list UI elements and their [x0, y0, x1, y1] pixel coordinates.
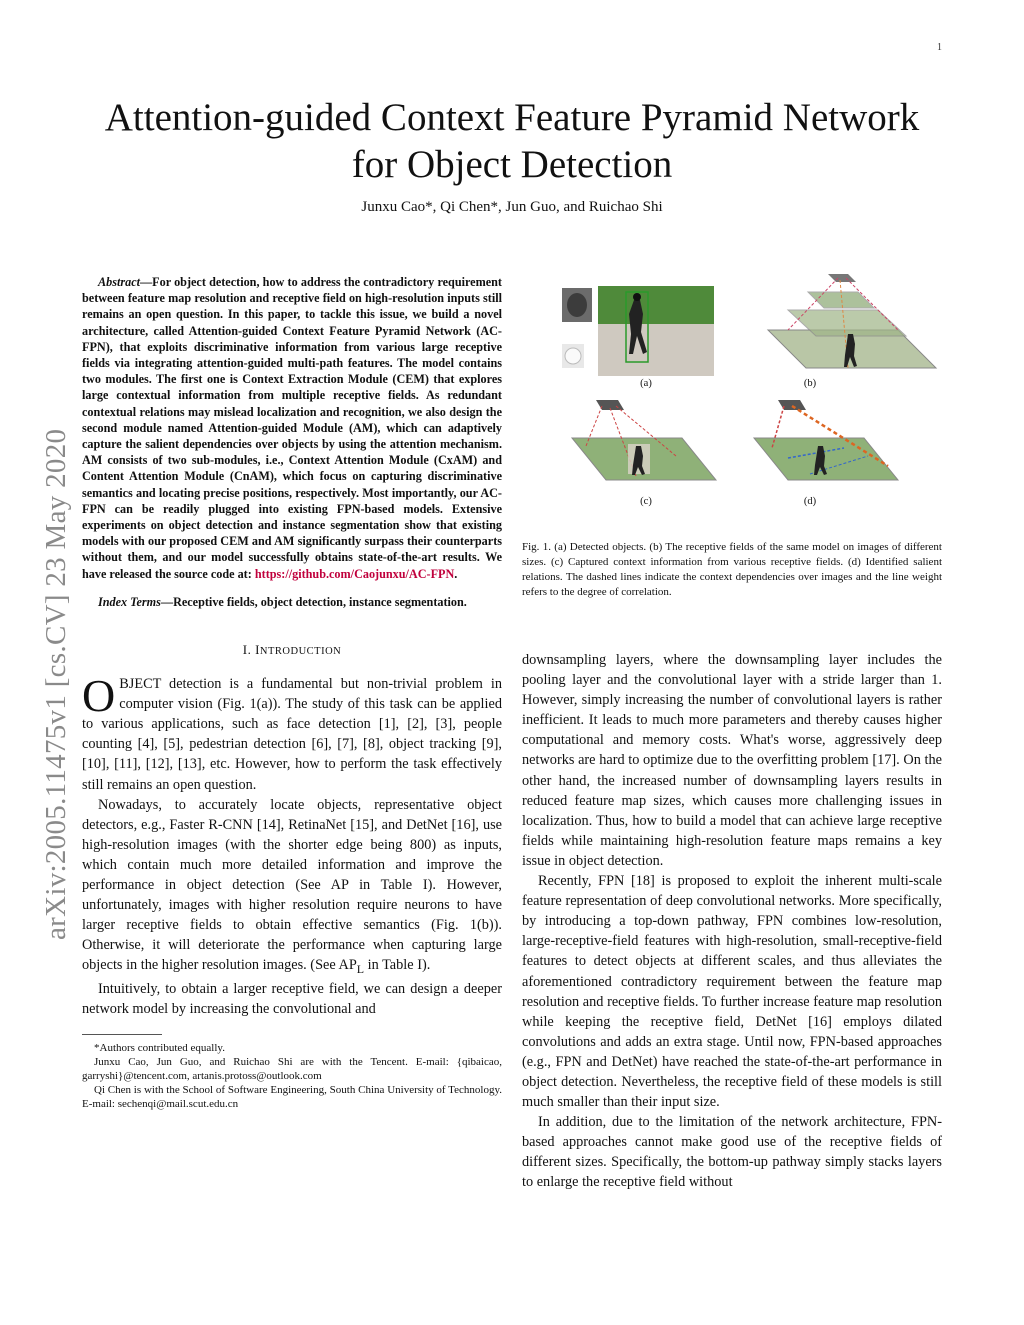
abstract-end: . [454, 566, 458, 581]
figure-panel-c [566, 396, 726, 494]
footnote-affiliation-scut: Qi Chen is with the School of Software Engineering, South China University of Technology. E-mail: sechenqi@mail.scut.edu.cn [82, 1084, 502, 1111]
feature-plane-top [828, 274, 856, 282]
footnotes [82, 1041, 502, 1112]
figure-panel-d [748, 396, 940, 494]
ap-subscript: L [356, 962, 365, 977]
index-terms-label: Index Terms [98, 594, 161, 609]
author-list: Junxu Cao*, Qi Chen*, Jun Guo, and Ruichao Shi [361, 199, 663, 215]
intro-paragraph-1 [82, 670, 502, 795]
source-code-link[interactable]: https://github.com/Caojunxu/AC-FPN [254, 566, 455, 581]
footnote-affiliation-tencent: Junxu Cao, Jun Guo, and Ruichao Shi are with the Tencent. E-mail: {qibaicao, garryshi}@tencent.com, artanis.protoss@outlook.com [82, 1055, 502, 1082]
sublabel-d: (d) [803, 496, 817, 507]
grass-field [598, 286, 714, 324]
relation-patch-top [778, 400, 806, 410]
title-line-2: for Object Detection [351, 143, 673, 186]
footnote-divider [82, 1034, 162, 1035]
paper-title [60, 94, 964, 188]
right-paragraph-2: Recently, FPN [18] is proposed to exploit the inherent multi-scale feature representation of deep convolutional networks. More specifically, by introducing a top-down pathway, FPN combines low-resolution, large-receptive-field features with high-resolution, small-receptive-field features to detect objects at different scales, and thus alleviates the aforementioned contradictory requirement between the feature map resolution and receptive fields. To further increase feature map resolution while keeping the receptive field, DetNet [16] employs dilated convolutions and adds an extra stage. Until now, FPN-based approaches (e.g., FPN and DetNet) have reached the state-of-the-art performance in object detection. Nevertheless, the receptive field of these models is still much smaller than their input size. [522, 873, 942, 1111]
glove-crop-shape [567, 293, 587, 317]
sublabel-c: (c) [640, 496, 652, 507]
index-terms-text: —Receptive fields, object detection, instance segmentation. [160, 594, 467, 609]
figure-panel-a [560, 284, 720, 376]
figure-panel-b [748, 270, 940, 376]
section-first-letter: I [255, 642, 260, 658]
player-head [633, 293, 641, 301]
index-terms [82, 594, 502, 610]
section-title-rest: NTRODUCTION [259, 646, 342, 658]
section-heading [82, 640, 502, 662]
figure-caption: Fig. 1. (a) Detected objects. (b) The receptive fields of the same model on images of different sizes. (c) Captured context information from various receptive fields. (d) Identified salient relations. The dashed lines indicate the context dependencies over images and the line weight refers to the degree of correlation. [522, 541, 942, 598]
page-number: 1 [937, 42, 942, 53]
section-number: I. [242, 642, 252, 658]
right-paragraph-3: In addition, due to the limitation of the network architecture, FPN-based approaches cannot make good use of the receptive fields of different sizes. Specifically, the bottom-up pathway simply stacks layers to enlarge the receptive field without [522, 1114, 942, 1191]
intro-paragraph-3: Intuitively, to obtain a larger receptive field, we can design a deeper network model by increasing the convolutional and [82, 981, 502, 1018]
intro-paragraph-2-end: in Table I). [364, 957, 431, 974]
right-paragraph-1: downsampling layers, where the downsampling layer includes the pooling layer and the convolutional layer with a stride larger than 1. However, simply increasing the number of convolutional layers is rather inefficient. It leads to much more parameters and thereby causes higher computational and memory costs. What's worse, aggressively deep networks are hard to optimize due to the overfitting problem [17]. On the other hand, the increased number of downsampling layers results in reduced feature map sizes, which causes more challenging issues in localization. Thus, how to build a model that can achieve large receptive fields while maintaining high-resolution feature maps remains a key issue in object detection. [522, 652, 942, 869]
abstract-text: —For object detection, how to address the contradictory requirement between feature map resolution and receptive field on high-resolution inputs still remains an open question. In this paper, to tackle this issue, we build a novel architecture, called Attention-guided Context Feature Pyramid Network (AC-FPN), that exploits discriminative information from various large receptive fields via integrating attention-guided multi-path features. The model contains two modules. The first one is Context Extraction Module (CEM) that explores large contextual information from multiple receptive fields. As redundant contextual relations may mislead localization and recognition, we also design the second module named Attention-guided Module (AM), which can adaptively capture the salient dependencies over objects by using the attention mechanism. AM consists of two sub-modules, i.e., Context Attention Module (CxAM) and Content Attention Module (CnAM), which focus on capturing discriminative semantics and locating precise positions, respectively. Most importantly, our AC-FPN can be readily plugged into existing FPN-based models. Extensive experiments on object detection and instance segmentation show that existing models with our proposed CEM and AM significantly surpass their counterparts without them, and our model successfully obtains state-of-the-art results. We have released the source code at: [82, 275, 502, 581]
feature-plane-small [808, 292, 874, 308]
intro-paragraph-1-text: BJECT detection is a fundamental but non-trivial problem in computer vision (Fig. 1(a)). The study of this task can be applied to various applications, such as face detection [1], [2], [3], people counting [4], [5], pedestrian detection [6], [7], [8], object tracking [9], [10], [11], [12], [13], etc. However, how to perform the task effectively still remains an open question. [82, 676, 502, 793]
arxiv-identifier: arXiv:2005.11475v1 [cs.CV] 23 May 2020 [40, 428, 72, 940]
figure-1 [522, 270, 942, 610]
drop-cap: O [82, 670, 116, 722]
left-column [82, 274, 502, 1112]
abstract-label: Abstract [98, 275, 140, 289]
abstract [82, 274, 502, 582]
title-line-1: Attention-guided Context Feature Pyramid Network [104, 96, 920, 139]
ball-crop-shape [565, 348, 581, 364]
footnote-equal-contribution: *Authors contributed equally. [94, 1041, 225, 1054]
intro-paragraph-2-text: Nowadays, to accurately locate objects, representative object detectors, e.g., Faster R-CNN [14], RetinaNet [15], and DetNet [16], use high-resolution images (with the shorter edge being 800) as inputs, which contain much more detailed information and improve the performance in object detection (See AP in Table I). However, unfortunately, images with higher resolution require neurons to have larger receptive fields to obtain effective semantics (Fig. 1(b)). Otherwise, it will deteriorate the performance when capturing large objects in the higher resolution images. (See AP [82, 796, 502, 974]
intro-paragraph-2 [82, 795, 502, 980]
sublabel-a: (a) [640, 378, 652, 389]
dirt-infield [598, 324, 714, 376]
sublabel-b: (b) [803, 378, 817, 389]
right-column [522, 650, 942, 1193]
